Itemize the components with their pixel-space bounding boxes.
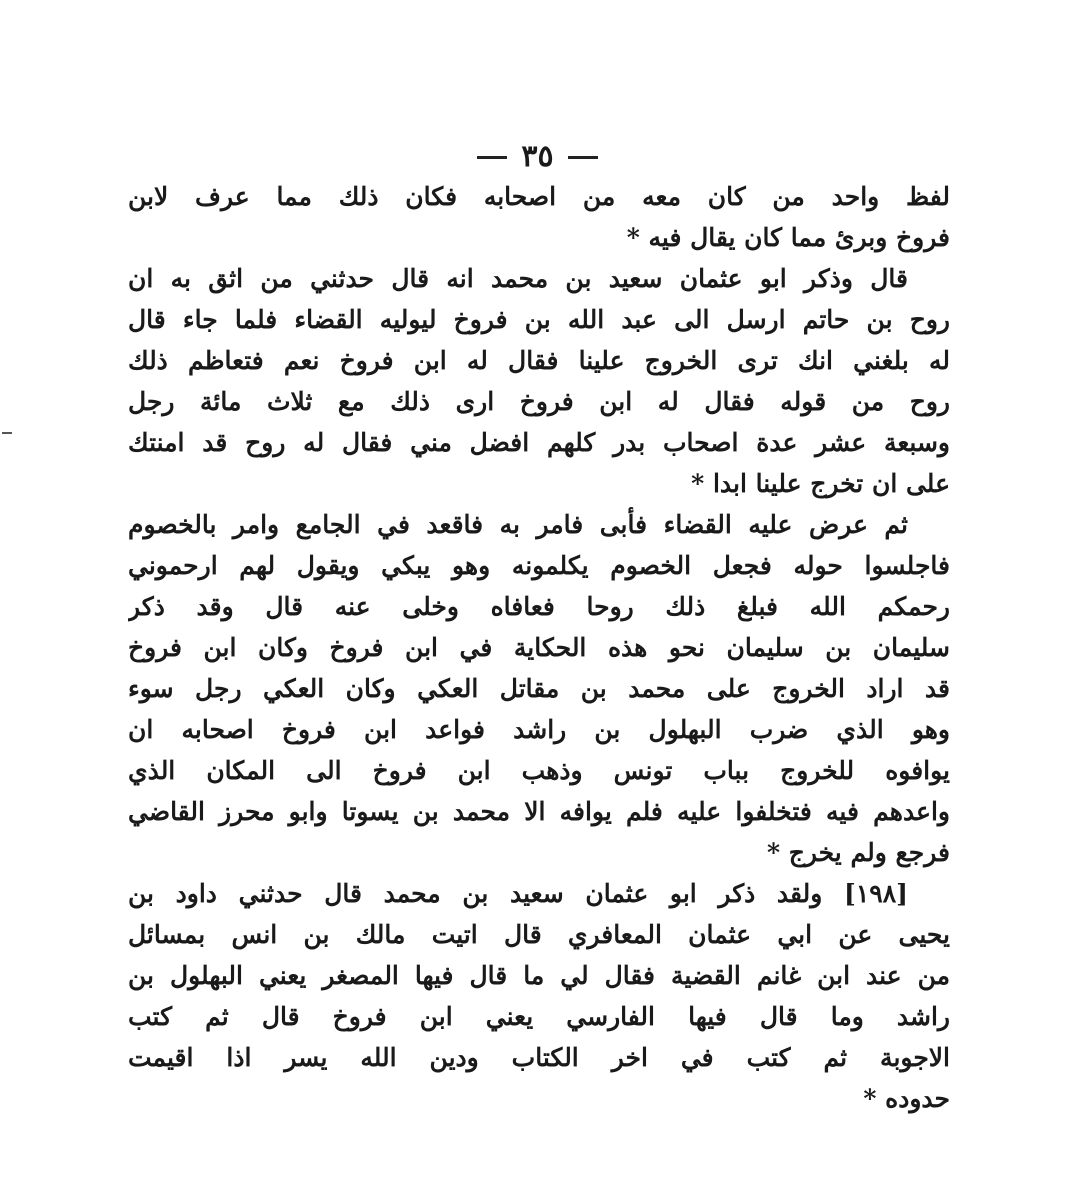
text-line: فروخ وبرئ مما كان يقال فيه *: [626, 223, 950, 252]
text-line: فاجلسوا حوله فجعل الخصوم يكلمونه وهو يبكي ويقول لهم ارحموني: [128, 551, 950, 580]
text-line: راشد وما قال فيها الفارسي يعني ابن فروخ قال ثم كتب: [128, 1002, 950, 1031]
text-line: على ان تخرج علينا ابدا *: [691, 469, 950, 498]
page-header: [0, 140, 1075, 174]
body-text: [128, 176, 950, 1119]
header-dash-right: [568, 156, 598, 159]
text-line: واعدهم فيه فتخلفوا عليه فلم يوافه الا محمد بن يسوتا وابو محرز القاضي: [128, 797, 950, 826]
text-line: من عند ابن غانم القضية فقال لي ما قال فيها المصغر يعني البهلول بن: [128, 961, 950, 990]
text-line: رحمكم الله فبلغ ذلك روحا فعافاه وخلى عنه قال وقد ذكر: [128, 592, 950, 621]
page-number: ٣٥: [521, 139, 554, 174]
text-line: وسبعة عشر عدة اصحاب بدر كلهم افضل مني فقال له روح قد امنتك: [128, 428, 950, 457]
text-line: [١٩٨] ولقد ذكر ابو عثمان سعيد بن محمد قال حدثني داود بن: [128, 879, 908, 908]
text-line: روح من قوله فقال له ابن فروخ ارى ذلك مع ثلاث مائة رجل: [128, 387, 950, 416]
text-line: روح بن حاتم ارسل الى عبد الله بن فروخ ليوليه القضاء فلما جاء قال: [128, 305, 950, 334]
scan-edge-mark: [2, 432, 12, 434]
text-line: قد اراد الخروج على محمد بن مقاتل العكي وكان العكي رجل سوء: [128, 674, 950, 703]
text-line: سليمان بن سليمان نحو هذه الحكاية في ابن فروخ وكان ابن فروخ: [128, 633, 950, 662]
text-line: فرجع ولم يخرج *: [766, 838, 950, 867]
text-line: يوافوه للخروج بباب تونس وذهب ابن فروخ الى المكان الذي: [128, 756, 950, 785]
header-dash-left: [477, 156, 507, 159]
text-line: يحيى عن ابي عثمان المعافري قال اتيت مالك بن انس بمسائل: [128, 920, 950, 949]
text-line: قال وذكر ابو عثمان سعيد بن محمد انه قال حدثني من اثق به ان: [128, 264, 908, 293]
text-line: ثم عرض عليه القضاء فأبى فامر به فاقعد في الجامع وامر بالخصوم: [128, 510, 908, 539]
text-line: حدوده *: [863, 1084, 950, 1113]
text-line: لفظ واحد من كان معه من اصحابه فكان ذلك مما عرف لابن: [128, 182, 950, 211]
text-line: الاجوبة ثم كتب في اخر الكتاب ودين الله يسر اذا اقيمت: [128, 1043, 950, 1072]
text-line: وهو الذي ضرب البهلول بن راشد فواعد ابن فروخ اصحابه ان: [128, 715, 950, 744]
text-line: له بلغني انك ترى الخروج علينا فقال له ابن فروخ نعم فتعاظم ذلك: [128, 346, 950, 375]
